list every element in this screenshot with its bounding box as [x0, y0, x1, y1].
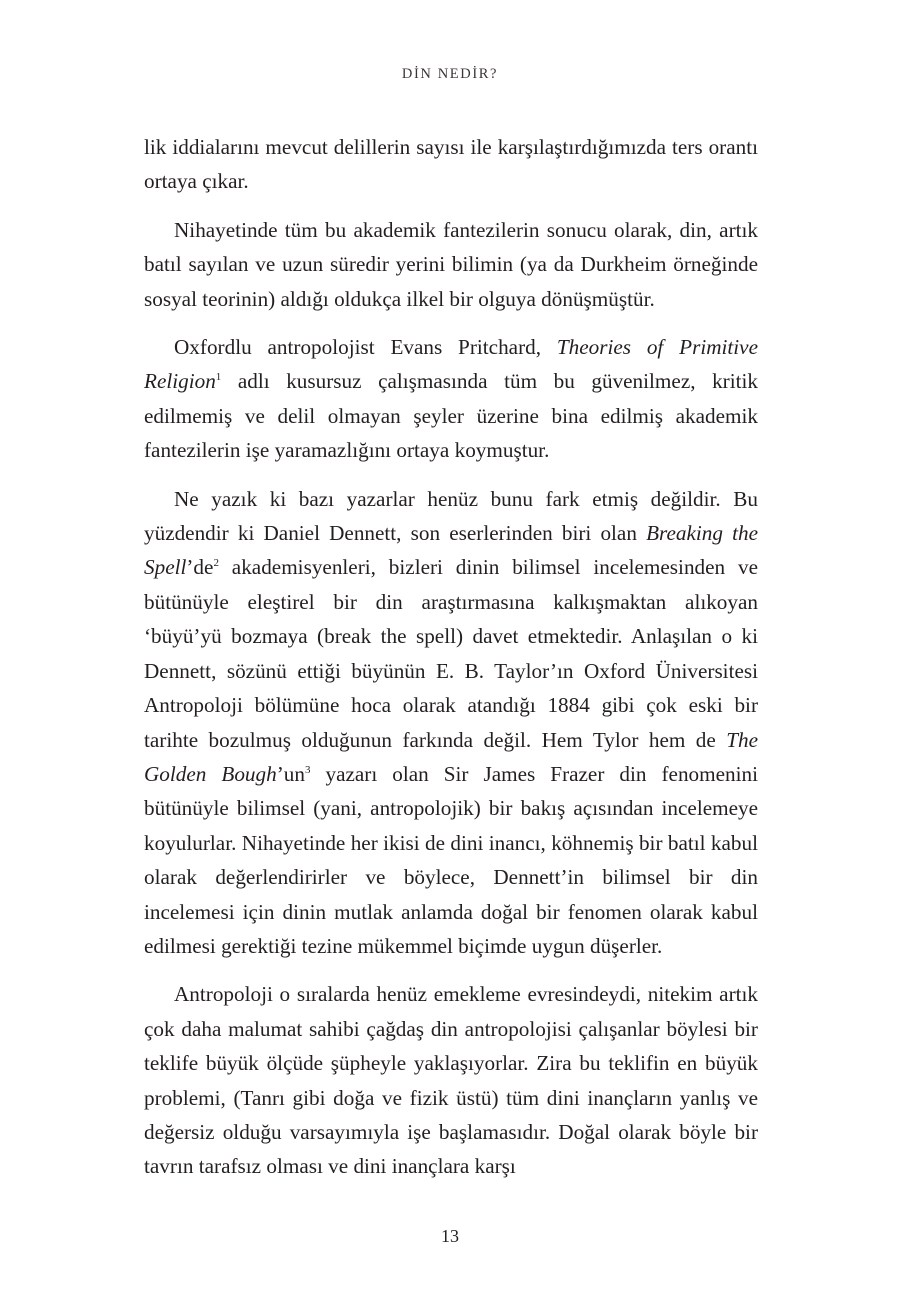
- paragraph-text: ’de: [186, 555, 214, 580]
- paragraph-4: [144, 482, 758, 964]
- paragraph-text: akademisyenleri, bizleri dinin bilimsel incelemesinden ve bütünüyle eleştirel bir din araştırmasına kalkışmaktan alıkoyan ‘büyü’yü bozmaya (break the spell) davet etmektedir. Anlaşılan o ki Dennett, sözünü ettiği büyünün E. B. Taylor’ın Oxford Üniversitesi Antropoloji bölümüne hoca olarak atandığı 1884 gibi çok eski bir tarihte bozulmuş olduğunun farkında değil. Hem Tylor hem de: [144, 555, 758, 752]
- page-number: 13: [441, 1226, 459, 1246]
- footnote-marker: 2: [213, 557, 219, 570]
- footnote-marker: 1: [215, 371, 222, 384]
- paragraph-text: yazarı olan Sir James Frazer din fenomenini bütünüyle bilimsel (yani, antropolojik) bir bakış açısından incelemeye koyulurlar. Nihayetinde her ikisi de dini inancı, köhnemiş bir batıl kabul olarak değerlendirirler ve böylece, Dennett’in bilimsel bir din incelemesi için dinin mutlak anlamda doğal bir fenomen olarak kabul edilmesi gerektiği tezine mükemmel biçimde uygun düşerler.: [144, 761, 758, 958]
- paragraph-text: Antropoloji o sıralarda henüz emekleme evresindeydi, nitekim artık çok daha malumat sahibi çağdaş din antropolojisi çalışanlar böylesi bir teklife büyük ölçüde şüpheyle yaklaşıyorlar. Zira bu teklifin en büyük problemi, (Tanrı gibi doğa ve fizik üstü) tüm dini inançların yanlış ve değersiz olduğu varsayımıyla işe başlamasıdır. Doğal olarak böyle bir tavrın tarafsız olması ve dini inançlara karşı: [144, 982, 758, 1179]
- book-title: Breaking the Spell: [144, 521, 759, 580]
- paragraph-5: [144, 977, 758, 1183]
- book-title: Theories of Primitive Religion: [144, 335, 758, 394]
- paragraph-1: [144, 130, 758, 199]
- paragraph-text: adlı kusursuz çalışmasında tüm bu güvenilmez, kritik edilmemiş ve delil olmayan şeyler üzerine bina edilmiş akademik fantezilerin işe yaramazlığını ortaya koymuştur.: [144, 369, 758, 463]
- paragraph-text: Oxfordlu antropolojist Evans Pritchard,: [174, 335, 557, 360]
- running-header: DİN NEDİR?: [401, 66, 499, 82]
- paragraph-text: ’un: [276, 761, 305, 786]
- paragraph-text: Ne yazık ki bazı yazarlar henüz bunu fark etmiş değildir. Bu yüzdendir ki Daniel Dennett, son eserlerinden biri olan: [144, 486, 758, 546]
- paragraph-text: lik iddialarını mevcut delillerin sayısı ile karşılaştırdığımızda ters orantı ortaya çıkar.: [144, 135, 758, 194]
- paragraph-text: Nihayetinde tüm bu akademik fantezilerin sonucu olarak, din, artık batıl sayılan ve uzun süredir yerini bilimin (ya da Durkheim örneğinde sosyal teorinin) aldığı oldukça ilkel bir olguya dönüşmüştür.: [144, 217, 758, 311]
- paragraph-3: [144, 330, 758, 468]
- paragraph-2: [144, 213, 758, 316]
- body-text: [144, 130, 758, 1198]
- book-title: The Golden Bough: [144, 727, 758, 786]
- footnote-marker: 3: [304, 763, 311, 776]
